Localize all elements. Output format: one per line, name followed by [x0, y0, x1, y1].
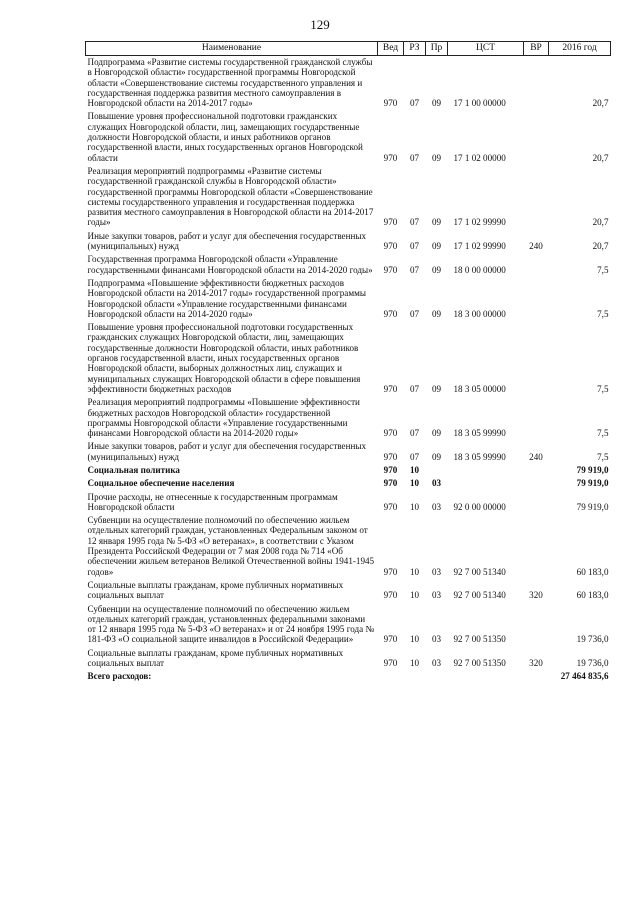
cell-ved: 970 [383, 308, 398, 319]
cell-vr: 320 [529, 658, 543, 669]
cell-rz: 10 [409, 464, 420, 475]
cell-pr: 09 [431, 217, 442, 228]
cell-sum: 20,7 [592, 217, 609, 228]
cell-rz: 10 [409, 658, 420, 669]
cell-vr [524, 321, 549, 396]
cell-sum: 60 183,0 [576, 590, 609, 601]
cell-vr [524, 110, 549, 164]
cell-pr: 09 [431, 264, 442, 275]
cell-name: Реализация мероприятий подпрограммы «Развитие системы государственной гражданской службы в Новгородской области» государственной программы Новгородской области «Совершенствование системы государственного управления и государственная поддержка развития местного самоуправления в Новгородской области на 2014-2017 годы» [87, 165, 374, 228]
cell-ved: 970 [383, 478, 398, 489]
cell-rz: 10 [409, 566, 420, 577]
cell-vr: 320 [529, 590, 543, 601]
table-row [86, 603, 611, 647]
cell-name: Повышение уровня профессиональной подготовки гражданских служащих Новгородской области, лиц, замещающих государственные должности Новгородской области, и иных работников органов государственной власти, иных государственных органов Новгородской области [87, 111, 363, 163]
cell-vr [524, 277, 549, 321]
cell-pr: 03 [431, 634, 442, 645]
cell-name: Субвенции на осуществление полномочий по обеспечению жильем отдельных категорий граждан, установленных федеральными законами от 12 января 1995 года № 5-ФЗ «О ветеранах» и от 24 ноября 1995 года № 181-ФЗ «О социальной защите инвалидов в Российской Федерации» [87, 603, 375, 645]
cell-rz: 10 [409, 478, 420, 489]
cell-ved: 970 [383, 428, 398, 439]
table-row [86, 396, 611, 440]
cell-vr [524, 396, 549, 440]
cell-sum: 20,7 [592, 152, 609, 163]
cell-pr: 09 [431, 152, 442, 163]
cell-pr [426, 670, 448, 683]
table-body [86, 56, 611, 684]
cell-cst: 92 0 00 00000 [453, 501, 506, 512]
cell-name: Подпрограмма «Повышение эффективности бюджетных расходов Новгородской области на 2014-2017 годы» государственной программы Новгородской области «Управление государственными финансами Новгородской области на 2014-2020 годы» [87, 277, 366, 319]
cell-ved: 970 [383, 464, 398, 475]
cell-vr [524, 514, 549, 579]
cell-rz: 07 [409, 152, 420, 163]
table-row [86, 277, 611, 321]
table-row-bold [86, 670, 611, 683]
cell-sum: 79 919,0 [576, 464, 609, 475]
cell-pr: 03 [431, 658, 442, 669]
cell-rz: 07 [409, 383, 420, 394]
table-row [86, 253, 611, 277]
cell-pr: 09 [431, 308, 442, 319]
column-header-sum: 2016 год [549, 42, 611, 56]
cell-ved: 970 [383, 658, 398, 669]
cell-name: Повышение уровня профессиональной подготовки государственных гражданских служащих Новгородской области, лиц, замещающих государственные должности Новгородской области, иных работников органов государственной власти, иных государственных органов Новгородской области, выборных должностных лиц, служащих и муниципальных служащих Новгородской области в сфере повышения эффективности бюджетных расходов [87, 322, 361, 394]
cell-pr: 09 [431, 98, 442, 109]
cell-sum: 7,5 [597, 308, 609, 319]
cell-vr: 240 [529, 451, 543, 462]
cell-rz: 10 [409, 634, 420, 645]
cell-pr: 09 [431, 451, 442, 462]
cell-vr [524, 464, 549, 477]
cell-cst: 92 7 00 51350 [453, 634, 506, 645]
cell-pr: 03 [431, 566, 442, 577]
cell-rz: 07 [409, 451, 420, 462]
column-header-cst: ЦСТ [448, 42, 524, 56]
cell-vr [524, 477, 549, 490]
cell-vr [524, 56, 549, 111]
cell-pr: 09 [431, 383, 442, 394]
cell-ved: 970 [383, 98, 398, 109]
page-number: 129 [310, 17, 330, 32]
cell-rz: 07 [409, 308, 420, 319]
table-row-bold [86, 477, 611, 490]
cell-cst [448, 670, 524, 683]
cell-pr: 03 [431, 501, 442, 512]
table-row [86, 165, 611, 230]
column-header-name: Наименование [86, 42, 378, 56]
table-row [86, 110, 611, 164]
cell-ved: 970 [383, 634, 398, 645]
cell-ved: 970 [383, 241, 398, 252]
cell-name: Прочие расходы, не отнесенные к государственным программам Новгородской области [87, 491, 338, 512]
cell-sum: 79 919,0 [576, 501, 609, 512]
cell-vr [524, 603, 549, 647]
cell-cst: 17 1 02 00000 [453, 152, 506, 163]
cell-cst: 92 7 00 51340 [453, 566, 506, 577]
table-row [86, 440, 611, 464]
cell-pr: 03 [431, 590, 442, 601]
cell-rz: 07 [409, 428, 420, 439]
cell-pr: 09 [431, 428, 442, 439]
cell-sum: 19 736,0 [576, 634, 609, 645]
cell-rz: 10 [409, 501, 420, 512]
cell-ved: 970 [383, 217, 398, 228]
cell-name: Социальные выплаты гражданам, кроме публичных нормативных социальных выплат [87, 647, 344, 669]
cell-ved: 970 [383, 566, 398, 577]
cell-cst: 17 1 02 99990 [453, 217, 506, 228]
cell-name: Иные закупки товаров, работ и услуг для обеспечения государственных (муниципальных) нужд [87, 230, 366, 252]
table-row [86, 514, 611, 579]
cell-vr [524, 670, 549, 683]
cell-sum: 20,7 [592, 98, 609, 109]
column-header-rz: РЗ [404, 42, 426, 56]
table-row [86, 647, 611, 671]
cell-cst: 18 3 05 99990 [453, 428, 506, 439]
cell-rz [404, 670, 426, 683]
cell-rz: 07 [409, 241, 420, 252]
cell-ved [378, 670, 404, 683]
cell-sum: 7,5 [597, 428, 609, 439]
cell-sum: 7,5 [597, 383, 609, 394]
cell-vr [524, 253, 549, 277]
cell-cst: 92 7 00 51340 [453, 590, 506, 601]
cell-name: Реализация мероприятий подпрограммы «Повышение эффективности бюджетных расходов Новгородской области» государственной программы Новгородской области «Управление государственными финансами Новгородской области на 2014-2020 годы» [87, 397, 360, 439]
cell-ved: 970 [383, 383, 398, 394]
cell-name: Социальная политика [87, 464, 180, 475]
cell-vr: 240 [529, 241, 543, 252]
cell-ved: 970 [383, 501, 398, 512]
cell-sum: 7,5 [597, 264, 609, 275]
cell-cst: 18 3 05 99990 [453, 451, 506, 462]
cell-ved: 970 [383, 152, 398, 163]
table-row [86, 491, 611, 515]
cell-rz: 07 [409, 217, 420, 228]
cell-ved: 970 [383, 264, 398, 275]
cell-pr: 03 [431, 478, 442, 489]
cell-name: Иные закупки товаров, работ и услуг для обеспечения государственных (муниципальных) нужд [87, 441, 366, 462]
cell-cst: 92 7 00 51350 [453, 658, 506, 669]
cell-vr [524, 491, 549, 515]
table-row-bold [86, 464, 611, 477]
cell-rz: 10 [409, 590, 420, 601]
cell-name: Социальные выплаты гражданам, кроме публичных нормативных социальных выплат [87, 579, 344, 601]
cell-sum: 27 464 835,6 [560, 671, 609, 682]
cell-ved: 970 [383, 451, 398, 462]
cell-name: Социальное обеспечение населения [87, 478, 235, 489]
table-row [86, 321, 611, 396]
cell-name: Субвенции на осуществление полномочий по обеспечению жильем отдельных категорий граждан, установленных Федеральным законом от 12 января 1995 года № 5-ФЗ «О ветеранах», в соответствии с Указом Президента Российской Федерации от 7 мая 2008 года № 714 «Об обеспечении жильем ветеранов Великой Отечественной войны 1941-1945 годов» [87, 515, 375, 577]
cell-sum: 20,7 [592, 241, 609, 252]
cell-ved: 970 [383, 590, 398, 601]
cell-name: Государственная программа Новгородской области «Управление государственными финансами Новгородской области на 2014-2020 годы» [87, 254, 373, 275]
cell-cst: 18 3 05 00000 [453, 383, 506, 394]
table-row [86, 230, 611, 254]
cell-sum: 79 919,0 [576, 478, 609, 489]
cell-cst: 17 1 00 00000 [453, 98, 506, 109]
cell-pr: 09 [431, 241, 442, 252]
cell-cst [448, 464, 524, 477]
column-header-vr: ВР [524, 42, 549, 56]
cell-rz: 07 [409, 264, 420, 275]
cell-sum: 19 736,0 [576, 658, 609, 669]
table-row [86, 56, 611, 111]
cell-name: Всего расходов: [87, 671, 152, 682]
cell-vr [524, 165, 549, 230]
cell-sum: 60 183,0 [576, 566, 609, 577]
budget-table [85, 41, 611, 684]
column-header-ved: Вед [378, 42, 404, 56]
table-row [86, 579, 611, 603]
cell-cst: 18 3 00 00000 [453, 308, 506, 319]
table-header-row [86, 42, 611, 56]
cell-pr [426, 464, 448, 477]
cell-cst: 18 0 00 00000 [453, 264, 506, 275]
cell-rz: 07 [409, 98, 420, 109]
cell-cst: 17 1 02 99990 [453, 241, 506, 252]
cell-sum: 7,5 [597, 451, 609, 462]
cell-name: Подпрограмма «Развитие системы государственной гражданской службы в Новгородской области» государственной программы Новгородской области «Совершенствование системы государственного управления и государственная поддержка развития местного самоуправления в Новгородской области на 2014-2017 годы» [87, 57, 373, 109]
cell-cst [448, 477, 524, 490]
column-header-pr: Пр [426, 42, 448, 56]
